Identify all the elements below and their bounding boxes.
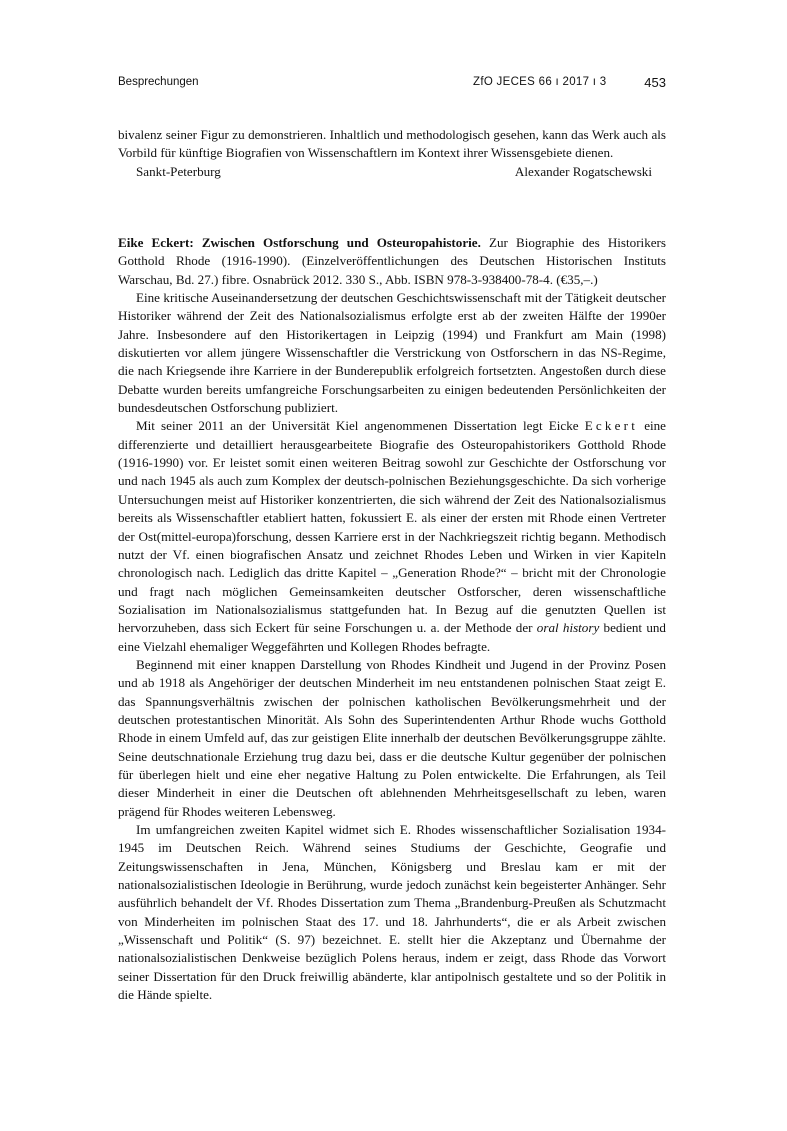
- para2-text-middle: eine differenzierte und detailliert herausgearbeitete Biografie des Osteuropahistorikers Gotthold Rhode (1916-1990) vor. Er leistet somit einen weiteren Beitrag sowohl zur Geschichte der Ostforschung vor und nach 1945 als auch zum Komplex der deutsch-polnischen Beziehungsgeschichte. Da sich vorherige Untersuchungen meist auf Historiker konzentrierten, die sich während der Zeit des Nationalsozialismus bereits als Wissenschaftler etabliert hatten, fokussiert E. als einer der ersten mit Rhode einen Vertreter der Ost(mittel-europa)forschung, dessen Karriere erst in der Nachkriegszeit richtig begann. Methodisch nutzt der Vf. einen biografischen Ansatz und zeichnet Rhodes Leben und Wirken in vier Kapiteln chronologisch nach. Lediglich das dritte Kapitel – „Generation Rhode?“ – bricht mit der Chronologie und fragt nach möglichen Gemeinsamkeiten deutscher Ostforscher, deren wissenschaftliche Sozialisation im Nationalsozialismus stattgefunden hat. In Bezug auf die genutzten Quellen ist hervorzuheben, dass sich Eckert für seine Forschungen u. a. der Methode der: [118, 418, 666, 636]
- reviewer-place: Sankt-Peterburg: [136, 163, 221, 179]
- journal-citation: ZfO JECES 66 ı 2017 ı 3: [473, 76, 607, 88]
- previous-review-signature: [118, 163, 666, 181]
- review-article: [118, 234, 666, 1004]
- running-head: [118, 76, 666, 94]
- author-name-spaced: Eckert: [584, 418, 639, 434]
- para2-text-end: bedient und eine Vielzahl ehemaliger Weggefährten und Kollegen Rhodes befragte.: [118, 620, 666, 654]
- review-paragraph-1: Eine kritische Auseinandersetzung der deutschen Geschichtswissenschaft mit der Tätigkeit deutscher Historiker während der Zeit des Nationalsozialismus erfolgte erst ab der zweiten Hälfte der 1990er Jahre. Insbesondere auf den Historikertagen in Leipzig (1994) und Frankfurt am Main (1998) diskutierten vor allem jüngere Wissenschaftler die Verstrickung von Ostforschern in das NS-Regime, die nach Kriegsende ihre Karriere in der Bunderepublik erfolgreich fortsetzten. Angestoßen durch diese Debatte wurden bereits umfangreiche Forschungsarbeiten zu einigen bedeutenden Persönlichkeiten der bundesdeutschen Ostforschung publiziert.: [118, 290, 666, 416]
- review-heading: [118, 234, 666, 289]
- reviewer-name: Alexander Rogatschewski: [514, 163, 652, 179]
- review-paragraph-4: Im umfangreichen zweiten Kapitel widmet sich E. Rhodes wissenschaftlicher Sozialisation 1934-1945 im Deutschen Reich. Während seines Studiums der Geschichte, Geografie und Zeitungswissenschaften in Jena, München, Königsberg und Breslau kam er mit der nationalsozialistischen Ideologie in Berührung, wurde jedoch zunächst kein begeisterter Anhänger. Sehr ausführlich behandelt der Vf. Rhodes Dissertation zum Thema „Brandenburg-Preußen als Schutzmacht von Minderheiten im polnischen Staat des 17. und 18. Jahrhunderts“, die er als Arbeit zwischen „Wissenschaft und Politik“ (S. 97) bezeichnet. E. stellt hier die Akzeptanz und Übernahme der nationalsozialistischen Denkweise bezüglich Polens heraus, indem er zeigt, dass Rhode das Vorwort seiner Dissertation für den Druck freiwillig abänderte, klar antipolnisch gestaltete und so der Politik in die Hände spielte.: [118, 822, 666, 1003]
- book-author-and-title: Eike Eckert: Zwischen Ostforschung und Osteuropahistorie.: [118, 235, 481, 250]
- oral-history-term: oral history: [536, 620, 600, 636]
- previous-review-closing-text: bivalenz seiner Figur zu demonstrieren. Inhaltlich und methodologisch gesehen, kann das Werk auch als Vorbild für künftige Biografien von Wissenschaftlern im Kontext ihrer Wissensgebiete dienen.: [118, 127, 666, 161]
- review-paragraph-3: Beginnend mit einer knappen Darstellung von Rhodes Kindheit und Jugend in der Provinz Posen und ab 1918 als Angehöriger der deutschen Minderheit im neu entstandenen polnischen Staat zeigt E. das Spannungsverhältnis zwischen der polnischen katholischen Bevölkerungsmehrheit und der deutschen protestantischen Minorität. Als Sohn des Superintendenten Arthur Rhode wuchs Gotthold Rhode in einem Umfeld auf, das zur geistigen Elite innerhalb der deutschen Bevölkerungsgruppe zählte. Seine deutschnationale Erziehung trug dazu bei, dass er die deutsche Kultur gegenüber der polnischen für überlegen hielt und eine eher negative Haltung zu Polen entwickelte. Die Erfahrungen, als Teil dieser Minderheit in einer die Deutschen oft ablehnenden Mehrheitsgesellschaft zu leben, waren prägend für Rhodes weiteren Lebensweg.: [118, 656, 666, 819]
- section-label: Besprechungen: [118, 76, 199, 88]
- previous-review-ending: [118, 126, 666, 181]
- review-paragraph-2: [118, 417, 666, 655]
- book-bibliography: Zur Biographie des Historikers Gotthold Rhode (1916-1990). (Einzelveröffentlichungen des Deutschen Historischen Instituts Warschau, Bd. 27.) fibre. Osnabrück 2012. 330 S., Abb. ISBN 978-3-938400-78-4. (€35,–.): [118, 235, 667, 287]
- para2-text-start: Mit seiner 2011 an der Universität Kiel angenommenen Dissertation legt Eicke: [136, 418, 585, 434]
- page-number: 453: [644, 75, 666, 90]
